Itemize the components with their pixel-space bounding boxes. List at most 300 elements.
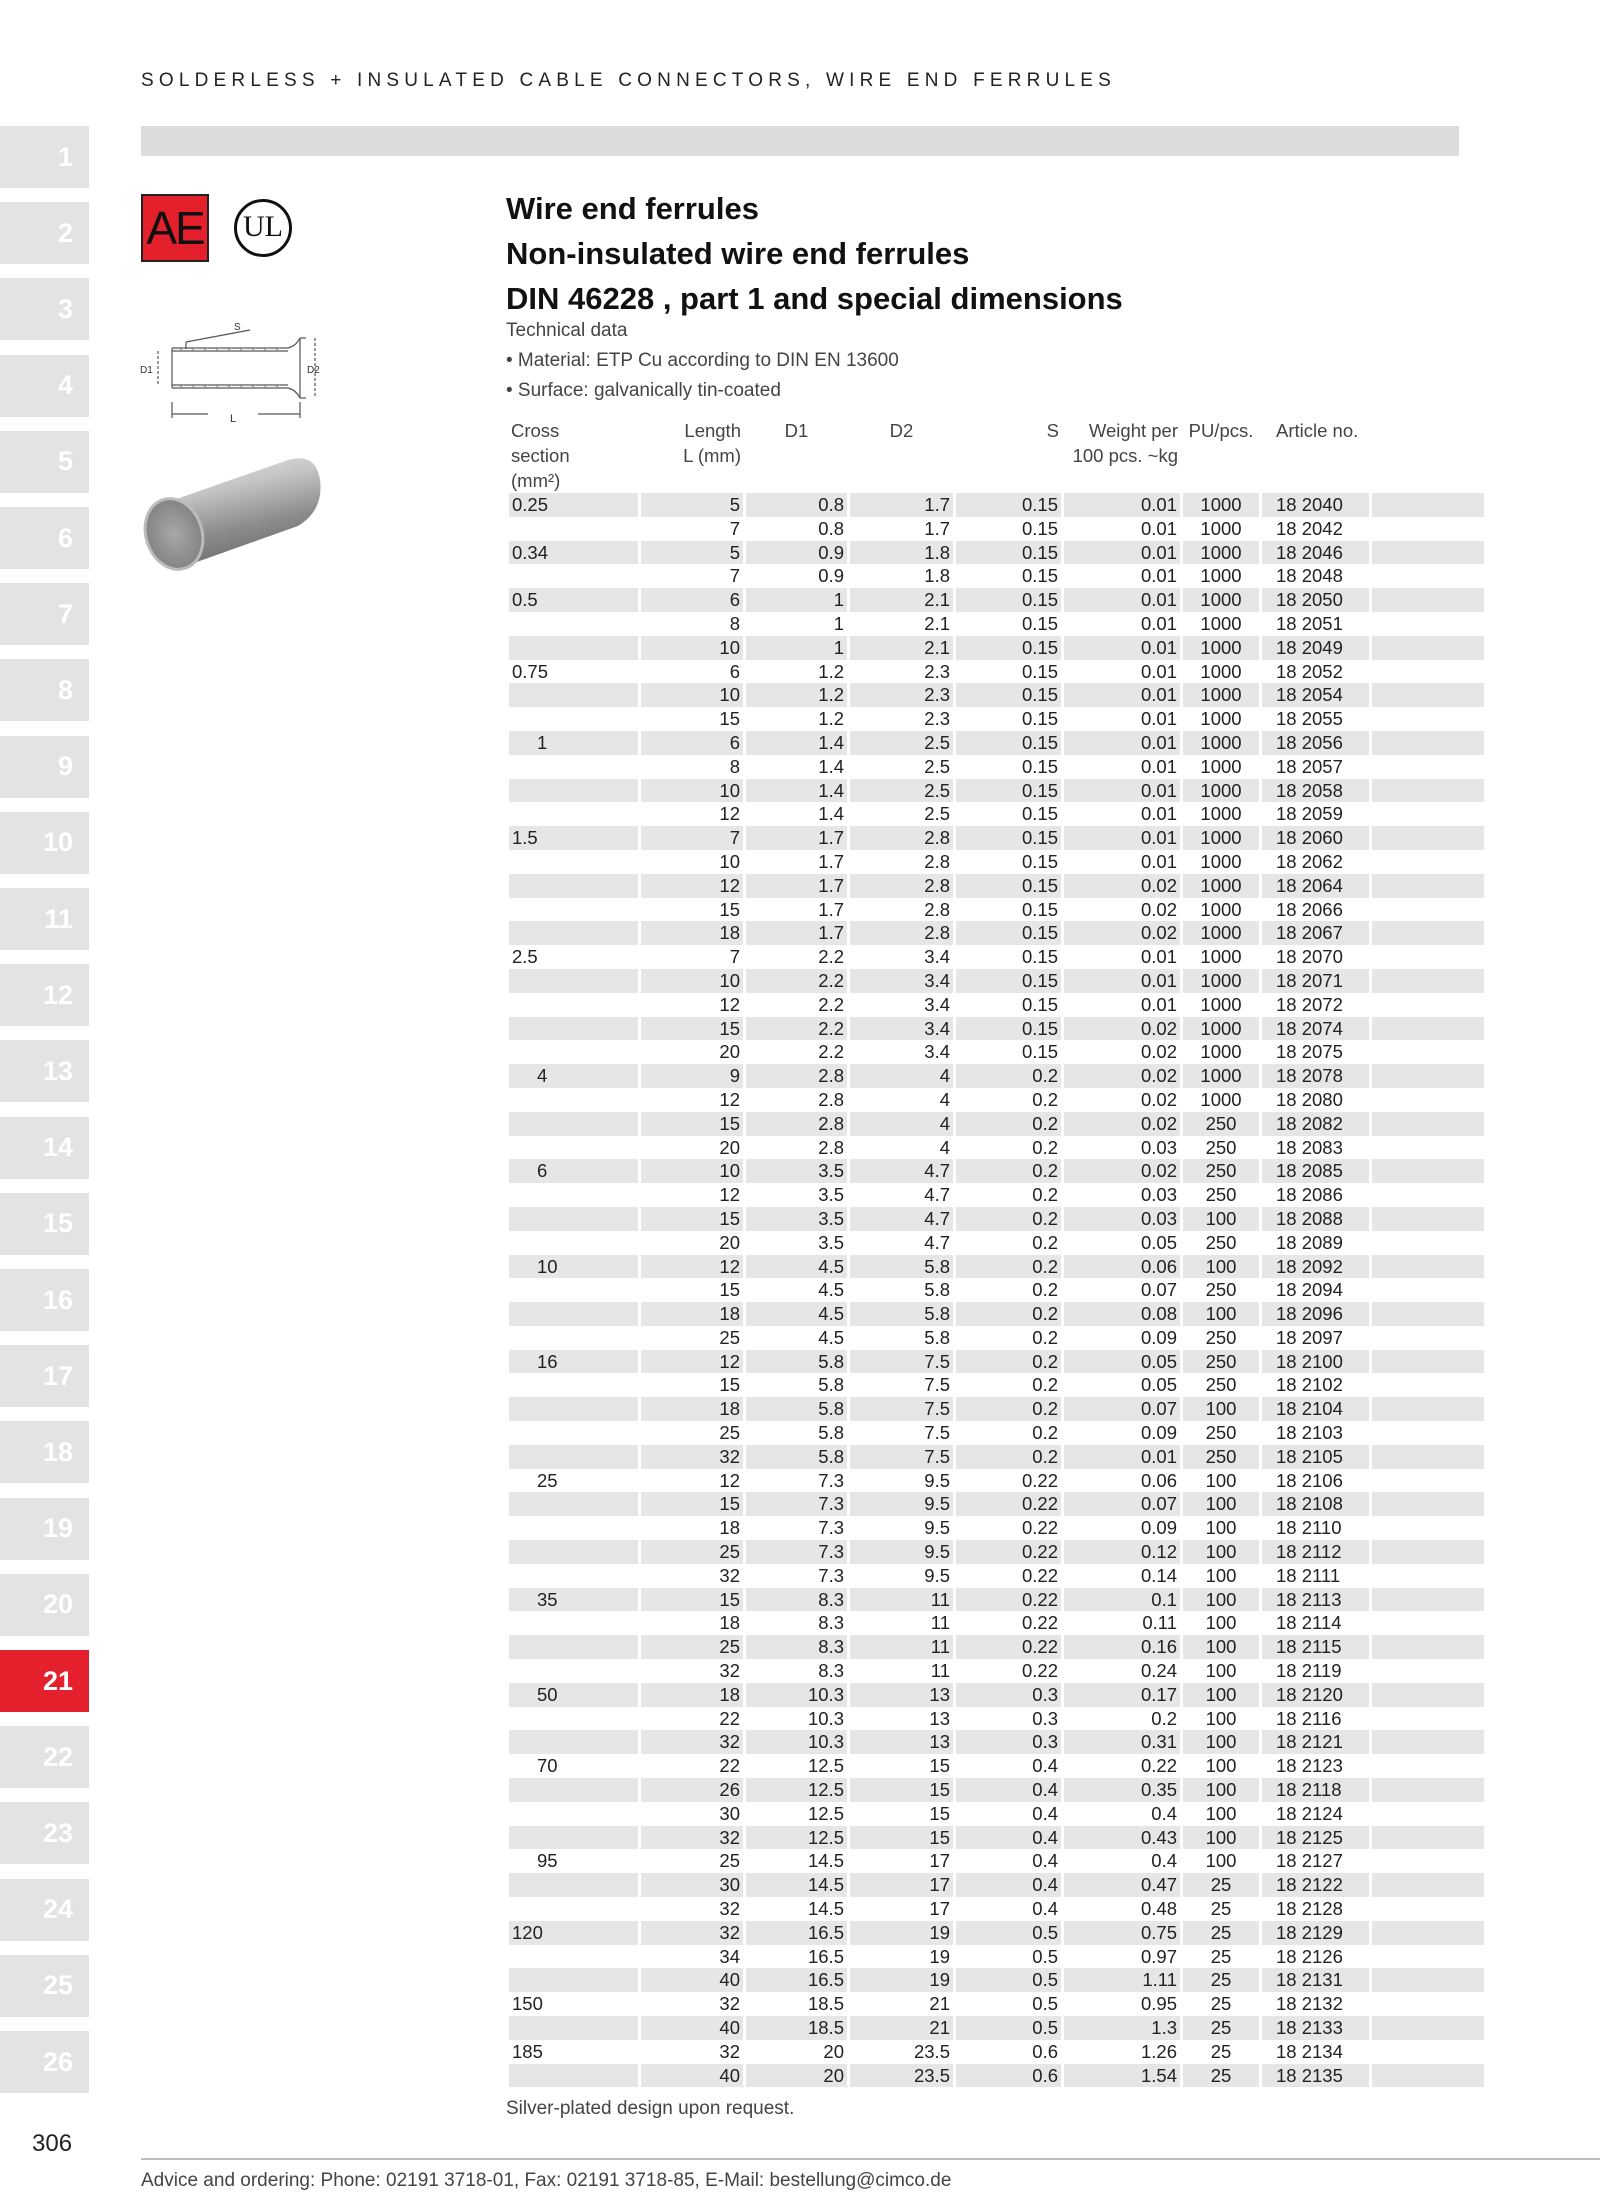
cell-cross-section xyxy=(509,898,638,922)
table-row xyxy=(509,1730,1484,1754)
chapter-tab-4[interactable]: 4 xyxy=(0,355,89,417)
chapter-tab-23[interactable]: 23 xyxy=(0,1802,89,1864)
cell-cross-section: 4 xyxy=(509,1064,638,1088)
cell-weight: 0.09 xyxy=(1064,1326,1180,1350)
cell-length: 25 xyxy=(641,1849,743,1873)
cell-cross-section: 1.5 xyxy=(509,826,638,850)
cell-d2: 2.5 xyxy=(850,779,953,803)
cell-length: 32 xyxy=(641,1659,743,1683)
cell-d2: 7.5 xyxy=(850,1350,953,1374)
table-row xyxy=(509,850,1484,874)
cell-spacer xyxy=(1372,683,1484,707)
cell-spacer xyxy=(1372,636,1484,660)
cell-pu: 1000 xyxy=(1183,1064,1259,1088)
cell-spacer xyxy=(1372,1707,1484,1731)
drawing-label-s: S xyxy=(234,322,241,333)
cell-pu: 100 xyxy=(1183,1492,1259,1516)
cell-d2: 17 xyxy=(850,1849,953,1873)
cell-d2: 21 xyxy=(850,1992,953,2016)
cell-spacer xyxy=(1372,969,1484,993)
chapter-tab-16[interactable]: 16 xyxy=(0,1269,89,1331)
cell-article: 18 2100 xyxy=(1262,1350,1369,1374)
cell-d2: 2.8 xyxy=(850,826,953,850)
cell-d1: 5.8 xyxy=(746,1445,847,1469)
cell-article: 18 2082 xyxy=(1262,1112,1369,1136)
cell-s: 0.2 xyxy=(956,1278,1061,1302)
header-s: S xyxy=(1046,420,1059,441)
cell-pu: 1000 xyxy=(1183,731,1259,755)
cell-length: 40 xyxy=(641,2016,743,2040)
cell-s: 0.15 xyxy=(956,850,1061,874)
cell-weight: 0.01 xyxy=(1064,755,1180,779)
cell-weight: 0.48 xyxy=(1064,1897,1180,1921)
cell-article: 18 2071 xyxy=(1262,969,1369,993)
cell-article: 18 2040 xyxy=(1262,493,1369,517)
cell-weight: 0.09 xyxy=(1064,1516,1180,1540)
cell-cross-section xyxy=(509,1445,638,1469)
chapter-tab-8[interactable]: 8 xyxy=(0,659,89,721)
table-row xyxy=(509,1017,1484,1041)
cell-pu: 250 xyxy=(1183,1112,1259,1136)
cell-d2: 15 xyxy=(850,1826,953,1850)
cell-cross-section: 0.25 xyxy=(509,493,638,517)
cell-s: 0.22 xyxy=(956,1540,1061,1564)
cell-article: 18 2074 xyxy=(1262,1017,1369,1041)
cell-s: 0.2 xyxy=(956,1445,1061,1469)
cell-length: 12 xyxy=(641,802,743,826)
cell-d1: 2.8 xyxy=(746,1064,847,1088)
cell-s: 0.5 xyxy=(956,1921,1061,1945)
cell-d1: 1.2 xyxy=(746,660,847,684)
table-row xyxy=(509,660,1484,684)
cell-s: 0.15 xyxy=(956,874,1061,898)
cell-s: 0.15 xyxy=(956,1017,1061,1041)
cell-weight: 0.06 xyxy=(1064,1469,1180,1493)
chapter-tab-11[interactable]: 11 xyxy=(0,888,89,950)
cell-d1: 7.3 xyxy=(746,1516,847,1540)
cell-article: 18 2070 xyxy=(1262,945,1369,969)
table-row xyxy=(509,1516,1484,1540)
cell-weight: 0.01 xyxy=(1064,731,1180,755)
cell-cross-section xyxy=(509,1873,638,1897)
cell-spacer xyxy=(1372,1088,1484,1112)
chapter-tab-17[interactable]: 17 xyxy=(0,1345,89,1407)
header-weight xyxy=(1064,416,1180,493)
cell-s: 0.2 xyxy=(956,1183,1061,1207)
cell-spacer xyxy=(1372,2040,1484,2064)
cell-d2: 17 xyxy=(850,1897,953,1921)
cell-cross-section xyxy=(509,993,638,1017)
cell-weight: 0.22 xyxy=(1064,1754,1180,1778)
chapter-tab-7[interactable]: 7 xyxy=(0,583,89,645)
cell-pu: 1000 xyxy=(1183,779,1259,803)
cell-weight: 0.01 xyxy=(1064,612,1180,636)
cell-article: 18 2049 xyxy=(1262,636,1369,660)
cell-spacer xyxy=(1372,1659,1484,1683)
cell-d1: 7.3 xyxy=(746,1540,847,1564)
cell-article: 18 2119 xyxy=(1262,1659,1369,1683)
cell-s: 0.5 xyxy=(956,1968,1061,1992)
cell-article: 18 2126 xyxy=(1262,1945,1369,1969)
cell-s: 0.15 xyxy=(956,517,1061,541)
cell-length: 7 xyxy=(641,517,743,541)
cell-spacer xyxy=(1372,945,1484,969)
cell-article: 18 2056 xyxy=(1262,731,1369,755)
cell-cross-section xyxy=(509,1088,638,1112)
cell-cross-section xyxy=(509,1802,638,1826)
chapter-tab-21[interactable]: 21 xyxy=(0,1650,89,1712)
cell-cross-section xyxy=(509,969,638,993)
cell-spacer xyxy=(1372,1992,1484,2016)
cell-pu: 25 xyxy=(1183,1992,1259,2016)
cell-pu: 100 xyxy=(1183,1302,1259,1326)
cell-d1: 8.3 xyxy=(746,1611,847,1635)
cell-cross-section: 25 xyxy=(509,1469,638,1493)
cell-d2: 11 xyxy=(850,1659,953,1683)
cell-weight: 0.24 xyxy=(1064,1659,1180,1683)
header-text: Cross xyxy=(511,420,560,441)
title-block xyxy=(506,186,1123,321)
cell-d2: 4.7 xyxy=(850,1159,953,1183)
cell-s: 0.5 xyxy=(956,1945,1061,1969)
table-row xyxy=(509,1159,1484,1183)
table-row xyxy=(509,1183,1484,1207)
cell-d1: 0.8 xyxy=(746,517,847,541)
cell-s: 0.4 xyxy=(956,1826,1061,1850)
cell-weight: 0.02 xyxy=(1064,921,1180,945)
table-row xyxy=(509,755,1484,779)
cell-pu: 100 xyxy=(1183,1635,1259,1659)
table-row xyxy=(509,1207,1484,1231)
chapter-tab-13[interactable]: 13 xyxy=(0,1040,89,1102)
cell-weight: 0.95 xyxy=(1064,1992,1180,2016)
cell-pu: 250 xyxy=(1183,1183,1259,1207)
cell-d1: 3.5 xyxy=(746,1231,847,1255)
table-row xyxy=(509,1540,1484,1564)
cell-pu: 25 xyxy=(1183,2064,1259,2088)
chapter-tab-26[interactable]: 26 xyxy=(0,2031,89,2093)
chapter-tab-2[interactable]: 2 xyxy=(0,202,89,264)
cell-article: 18 2088 xyxy=(1262,1207,1369,1231)
cell-weight: 0.01 xyxy=(1064,636,1180,660)
cell-pu: 250 xyxy=(1183,1326,1259,1350)
cell-d2: 5.8 xyxy=(850,1255,953,1279)
cell-pu: 100 xyxy=(1183,1802,1259,1826)
cell-spacer xyxy=(1372,779,1484,803)
page-header-title: SOLDERLESS + INSULATED CABLE CONNECTORS, WIRE END FERRULES xyxy=(141,70,1117,91)
cell-spacer xyxy=(1372,493,1484,517)
chapter-tab-22[interactable]: 22 xyxy=(0,1726,89,1788)
cell-cross-section xyxy=(509,1373,638,1397)
cell-article: 18 2094 xyxy=(1262,1278,1369,1302)
cell-cross-section xyxy=(509,779,638,803)
cell-weight: 0.01 xyxy=(1064,779,1180,803)
chapter-tab-18[interactable]: 18 xyxy=(0,1421,89,1483)
cell-d2: 19 xyxy=(850,1921,953,1945)
cell-length: 12 xyxy=(641,874,743,898)
cell-pu: 1000 xyxy=(1183,993,1259,1017)
chapter-tab-3[interactable]: 3 xyxy=(0,278,89,340)
cell-article: 18 2114 xyxy=(1262,1611,1369,1635)
cell-cross-section xyxy=(509,921,638,945)
cell-pu: 1000 xyxy=(1183,945,1259,969)
cell-s: 0.5 xyxy=(956,1992,1061,2016)
cell-spacer xyxy=(1372,1255,1484,1279)
cell-length: 32 xyxy=(641,2040,743,2064)
cell-d1: 1.7 xyxy=(746,898,847,922)
cell-spacer xyxy=(1372,1730,1484,1754)
cell-spacer xyxy=(1372,731,1484,755)
cell-pu: 1000 xyxy=(1183,969,1259,993)
chapter-tab-24[interactable]: 24 xyxy=(0,1879,89,1941)
table-row xyxy=(509,921,1484,945)
cell-d2: 3.4 xyxy=(850,993,953,1017)
cell-weight: 0.01 xyxy=(1064,802,1180,826)
cell-s: 0.22 xyxy=(956,1611,1061,1635)
cell-pu: 100 xyxy=(1183,1397,1259,1421)
cell-d1: 1.2 xyxy=(746,707,847,731)
header-pu: PU/pcs. xyxy=(1188,420,1254,441)
cell-d2: 15 xyxy=(850,1802,953,1826)
cell-weight: 0.01 xyxy=(1064,517,1180,541)
cell-length: 8 xyxy=(641,755,743,779)
cell-length: 22 xyxy=(641,1707,743,1731)
cell-d1: 2.2 xyxy=(746,993,847,1017)
chapter-tab-10[interactable]: 10 xyxy=(0,812,89,874)
table-row xyxy=(509,2064,1484,2088)
cell-d2: 7.5 xyxy=(850,1397,953,1421)
cell-d2: 23.5 xyxy=(850,2064,953,2088)
cell-pu: 1000 xyxy=(1183,493,1259,517)
cell-s: 0.3 xyxy=(956,1730,1061,1754)
chapter-tab-6[interactable]: 6 xyxy=(0,507,89,569)
cell-weight: 0.07 xyxy=(1064,1397,1180,1421)
cell-d2: 3.4 xyxy=(850,1017,953,1041)
chapter-tab-12[interactable]: 12 xyxy=(0,964,89,1026)
cell-weight: 0.1 xyxy=(1064,1588,1180,1612)
cell-d2: 2.1 xyxy=(850,612,953,636)
cell-pu: 100 xyxy=(1183,1611,1259,1635)
cell-length: 12 xyxy=(641,1183,743,1207)
cell-d2: 5.8 xyxy=(850,1326,953,1350)
page-number: 306 xyxy=(32,2130,73,2157)
cell-d1: 0.9 xyxy=(746,541,847,565)
cell-length: 15 xyxy=(641,1112,743,1136)
table-row xyxy=(509,1611,1484,1635)
chapter-tab-1[interactable]: 1 xyxy=(0,126,89,188)
table-row xyxy=(509,1683,1484,1707)
cell-d1: 5.8 xyxy=(746,1397,847,1421)
cell-weight: 0.09 xyxy=(1064,1421,1180,1445)
cell-d2: 2.8 xyxy=(850,850,953,874)
cell-article: 18 2054 xyxy=(1262,683,1369,707)
cell-cross-section: 0.5 xyxy=(509,588,638,612)
chapter-tab-5[interactable]: 5 xyxy=(0,431,89,493)
cell-spacer xyxy=(1372,1921,1484,1945)
cell-d2: 2.3 xyxy=(850,660,953,684)
cell-s: 0.22 xyxy=(956,1516,1061,1540)
cell-weight: 0.01 xyxy=(1064,1445,1180,1469)
cell-spacer xyxy=(1372,1231,1484,1255)
table-row xyxy=(509,1088,1484,1112)
cell-cross-section: 35 xyxy=(509,1588,638,1612)
title-line-3: DIN 46228 , part 1 and special dimensions xyxy=(506,281,1123,316)
cell-s: 0.15 xyxy=(956,564,1061,588)
table-row xyxy=(509,1255,1484,1279)
cell-spacer xyxy=(1372,1540,1484,1564)
table-row xyxy=(509,874,1484,898)
cell-d1: 4.5 xyxy=(746,1326,847,1350)
cell-length: 6 xyxy=(641,660,743,684)
cell-d1: 16.5 xyxy=(746,1921,847,1945)
cell-article: 18 2134 xyxy=(1262,2040,1369,2064)
cell-spacer xyxy=(1372,1635,1484,1659)
cell-s: 0.22 xyxy=(956,1469,1061,1493)
cell-length: 34 xyxy=(641,1945,743,1969)
cell-cross-section xyxy=(509,1421,638,1445)
title-line-1: Wire end ferrules xyxy=(506,191,759,226)
cell-weight: 0.03 xyxy=(1064,1207,1180,1231)
cell-d1: 20 xyxy=(746,2064,847,2088)
cell-pu: 25 xyxy=(1183,1921,1259,1945)
cell-d1: 2.2 xyxy=(746,945,847,969)
chapter-tab-14[interactable]: 14 xyxy=(0,1117,89,1179)
cell-article: 18 2113 xyxy=(1262,1588,1369,1612)
table-row xyxy=(509,612,1484,636)
cell-spacer xyxy=(1372,1302,1484,1326)
chapter-tab-9[interactable]: 9 xyxy=(0,736,89,798)
cell-d1: 1.7 xyxy=(746,874,847,898)
cell-pu: 100 xyxy=(1183,1754,1259,1778)
header-cross-section xyxy=(509,416,638,493)
footnote: Silver-plated design upon request. xyxy=(506,2098,795,2119)
header-d2: D2 xyxy=(889,420,914,441)
cell-length: 12 xyxy=(641,1350,743,1374)
cell-d2: 19 xyxy=(850,1945,953,1969)
header-text: section xyxy=(511,445,570,466)
cell-weight: 0.4 xyxy=(1064,1849,1180,1873)
cell-article: 18 2072 xyxy=(1262,993,1369,1017)
cell-article: 18 2122 xyxy=(1262,1873,1369,1897)
cell-s: 0.5 xyxy=(956,2016,1061,2040)
technical-item: • Material: ETP Cu according to DIN EN 13600 xyxy=(506,350,899,371)
cell-d2: 1.7 xyxy=(850,493,953,517)
cell-cross-section xyxy=(509,1278,638,1302)
cell-d1: 1 xyxy=(746,588,847,612)
cell-length: 10 xyxy=(641,779,743,803)
cell-d1: 16.5 xyxy=(746,1968,847,1992)
cell-pu: 100 xyxy=(1183,1707,1259,1731)
cell-spacer xyxy=(1372,707,1484,731)
cell-cross-section xyxy=(509,1397,638,1421)
ae-logo: AE xyxy=(141,194,209,262)
cell-length: 25 xyxy=(641,1421,743,1445)
cell-d1: 10.3 xyxy=(746,1683,847,1707)
cell-d2: 2.1 xyxy=(850,636,953,660)
cell-weight: 0.47 xyxy=(1064,1873,1180,1897)
cell-pu: 1000 xyxy=(1183,850,1259,874)
cell-spacer xyxy=(1372,1207,1484,1231)
header-text: Length xyxy=(684,420,741,441)
cell-spacer xyxy=(1372,517,1484,541)
chapter-tab-20[interactable]: 20 xyxy=(0,1574,89,1636)
cell-cross-section xyxy=(509,2064,638,2088)
cell-cross-section: 95 xyxy=(509,1849,638,1873)
header-length xyxy=(641,416,743,493)
cell-length: 10 xyxy=(641,636,743,660)
cell-spacer xyxy=(1372,826,1484,850)
cell-length: 25 xyxy=(641,1540,743,1564)
cell-pu: 100 xyxy=(1183,1683,1259,1707)
cell-pu: 1000 xyxy=(1183,707,1259,731)
cell-spacer xyxy=(1372,755,1484,779)
cell-weight: 0.01 xyxy=(1064,826,1180,850)
cell-spacer xyxy=(1372,1183,1484,1207)
table-row xyxy=(509,1778,1484,1802)
cell-spacer xyxy=(1372,1492,1484,1516)
cell-length: 12 xyxy=(641,1255,743,1279)
cell-article: 18 2078 xyxy=(1262,1064,1369,1088)
cell-d2: 9.5 xyxy=(850,1469,953,1493)
cell-article: 18 2086 xyxy=(1262,1183,1369,1207)
cell-d2: 4 xyxy=(850,1064,953,1088)
cell-weight: 0.14 xyxy=(1064,1564,1180,1588)
cell-d1: 1 xyxy=(746,636,847,660)
cell-s: 0.2 xyxy=(956,1112,1061,1136)
chapter-tab-25[interactable]: 25 xyxy=(0,1955,89,2017)
cell-length: 10 xyxy=(641,850,743,874)
table-row xyxy=(509,1231,1484,1255)
cell-s: 0.15 xyxy=(956,993,1061,1017)
cell-cross-section: 16 xyxy=(509,1350,638,1374)
cell-spacer xyxy=(1372,1802,1484,1826)
cell-weight: 0.2 xyxy=(1064,1707,1180,1731)
cell-length: 15 xyxy=(641,1588,743,1612)
cell-length: 32 xyxy=(641,1564,743,1588)
cell-article: 18 2132 xyxy=(1262,1992,1369,2016)
cell-weight: 0.97 xyxy=(1064,1945,1180,1969)
table-row xyxy=(509,1968,1484,1992)
cell-s: 0.4 xyxy=(956,1849,1061,1873)
cell-spacer xyxy=(1372,1445,1484,1469)
cell-pu: 250 xyxy=(1183,1421,1259,1445)
cell-length: 25 xyxy=(641,1326,743,1350)
chapter-tab-19[interactable]: 19 xyxy=(0,1498,89,1560)
cell-length: 32 xyxy=(641,1897,743,1921)
cell-cross-section xyxy=(509,1945,638,1969)
cell-pu: 25 xyxy=(1183,2016,1259,2040)
cell-pu: 100 xyxy=(1183,1778,1259,1802)
footer-contact: Advice and ordering: Phone: 02191 3718-01, Fax: 02191 3718-85, E-Mail: bestellung@cimco.de xyxy=(141,2170,952,2191)
cell-article: 18 2131 xyxy=(1262,1968,1369,1992)
cell-spacer xyxy=(1372,2064,1484,2088)
cell-pu: 100 xyxy=(1183,1469,1259,1493)
cell-length: 40 xyxy=(641,2064,743,2088)
cell-spacer xyxy=(1372,1373,1484,1397)
cell-s: 0.2 xyxy=(956,1326,1061,1350)
cell-length: 10 xyxy=(641,1159,743,1183)
chapter-tab-15[interactable]: 15 xyxy=(0,1193,89,1255)
cell-d1: 1.2 xyxy=(746,683,847,707)
table-row xyxy=(509,1373,1484,1397)
cell-cross-section xyxy=(509,1040,638,1064)
cell-d2: 2.3 xyxy=(850,707,953,731)
cell-s: 0.2 xyxy=(956,1397,1061,1421)
cell-cross-section xyxy=(509,1017,638,1041)
table-row xyxy=(509,1564,1484,1588)
cell-s: 0.22 xyxy=(956,1659,1061,1683)
cell-length: 18 xyxy=(641,1516,743,1540)
